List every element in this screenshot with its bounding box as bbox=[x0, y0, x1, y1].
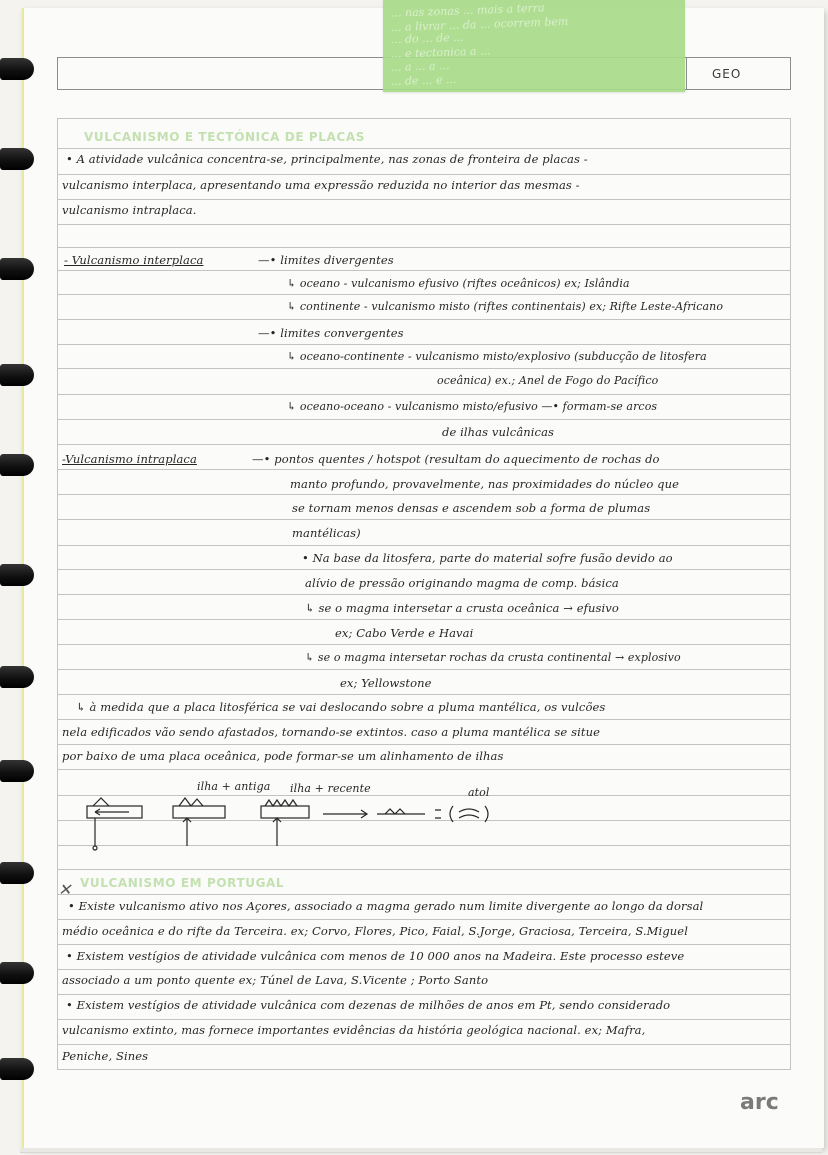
brand-logo: arc bbox=[740, 1090, 779, 1115]
text-line: manto profundo, provavelmente, nas proximidades do núcleo que bbox=[290, 477, 680, 491]
text-line: de ilhas vulcânicas bbox=[442, 425, 555, 439]
text-line: ↳ se o magma intersetar a crusta oceânica → efusivo bbox=[305, 601, 619, 615]
binder-ring bbox=[0, 862, 34, 884]
diagram-label-old: ilha + antiga bbox=[197, 780, 271, 793]
binder-ring bbox=[0, 258, 34, 280]
header-divider bbox=[686, 57, 687, 90]
subject-label: GEO bbox=[712, 67, 742, 81]
text-line: ↳ oceano - vulcanismo efusivo (riftes oceânicos) ex; Islândia bbox=[287, 277, 630, 290]
sticky-note-line: ... a livrar ... da ... ocorrem bem bbox=[390, 14, 569, 35]
text-line: ↳ se o magma intersetar rochas da crusta continental → explosivo bbox=[305, 651, 681, 664]
sticky-note-line: ... do ... de ... bbox=[390, 30, 464, 47]
diagram-label-new: ilha + recente bbox=[290, 782, 371, 795]
interplaca-label: - Vulcanismo interplaca bbox=[64, 253, 204, 267]
cross-mark-icon: ✕ bbox=[58, 880, 72, 899]
sticky-note-line: ... e tectonica a ... bbox=[390, 44, 491, 61]
binder-ring bbox=[0, 564, 34, 586]
sticky-note bbox=[383, 0, 685, 92]
sticky-note-line: ... de ... e ... bbox=[390, 72, 457, 89]
diagram-sketch bbox=[85, 790, 525, 860]
section-title: VULCANISMO EM PORTUGAL bbox=[80, 876, 285, 890]
text-line: vulcanismo extinto, mas fornece importantes evidências da história geológica nacional. ex; Mafra, bbox=[62, 1023, 646, 1037]
binder-ring bbox=[0, 1058, 34, 1080]
text-line: alívio de pressão originando magma de comp. básica bbox=[305, 576, 619, 590]
text-line: se tornam menos densas e ascendem sob a forma de plumas bbox=[292, 501, 651, 515]
text-line: • Na base da litosfera, parte do material sofre fusão devido ao bbox=[302, 551, 673, 565]
page-stack-edge bbox=[20, 1148, 822, 1153]
text-line: vulcanismo interplaca, apresentando uma expressão reduzida no interior das mesmas - bbox=[62, 178, 580, 192]
binder-ring bbox=[0, 454, 34, 476]
text-line: —• limites convergentes bbox=[258, 326, 404, 340]
text-line: ↳ à medida que a placa litosférica se vai deslocando sobre a pluma mantélica, os vulcões bbox=[76, 700, 606, 714]
text-line: • Existe vulcanismo ativo nos Açores, associado a magma gerado num limite divergente ao longo da dorsal bbox=[68, 899, 704, 913]
text-line: —• pontos quentes / hotspot (resultam do aquecimento de rochas do bbox=[252, 452, 660, 466]
text-line: ↳ continente - vulcanismo misto (riftes continentais) ex; Rifte Leste-Africano bbox=[287, 300, 724, 313]
text-line: —• limites divergentes bbox=[258, 253, 394, 267]
text-line: ex; Cabo Verde e Havai bbox=[335, 626, 474, 640]
binder-ring bbox=[0, 58, 34, 80]
section-title: VULCANISMO E TECTÓNICA DE PLACAS bbox=[84, 130, 365, 144]
text-line: oceânica) ex.; Anel de Fogo do Pacífico bbox=[437, 374, 659, 387]
text-line: ↳ oceano-continente - vulcanismo misto/explosivo (subducção de litosfera bbox=[287, 350, 707, 363]
diagram-label-atoll: atol bbox=[468, 786, 490, 799]
text-line: ex; Yellowstone bbox=[340, 676, 432, 690]
binder-ring bbox=[0, 666, 34, 688]
binder-ring bbox=[0, 962, 34, 984]
text-line: • A atividade vulcânica concentra-se, principalmente, nas zonas de fronteira de placas - bbox=[66, 152, 588, 166]
sticky-note-line: ... nas zonas ... mais a terra bbox=[390, 1, 545, 20]
text-line: nela edificados vão sendo afastados, tornando-se extintos. caso a pluma mantélica se situe bbox=[62, 725, 600, 739]
text-line: • Existem vestígios de atividade vulcânica com dezenas de milhões de anos em Pt, sendo considerado bbox=[66, 998, 671, 1012]
text-line: vulcanismo intraplaca. bbox=[62, 203, 197, 217]
text-line: mantélicas) bbox=[292, 526, 361, 540]
binder-ring bbox=[0, 148, 34, 170]
text-line: associado a um ponto quente ex; Túnel de Lava, S.Vicente ; Porto Santo bbox=[62, 973, 489, 987]
text-line: médio oceânica e do rifte da Terceira. ex; Corvo, Flores, Pico, Faial, S.Jorge, Graciosa, Terceira, S.Miguel bbox=[62, 924, 688, 938]
text-line: Peniche, Sines bbox=[62, 1049, 149, 1063]
sticky-note-line: ... a ... a ... bbox=[390, 58, 450, 75]
binder-ring bbox=[0, 760, 34, 782]
text-line: por baixo de uma placa oceânica, pode formar-se um alinhamento de ilhas bbox=[62, 749, 504, 763]
binder-ring bbox=[0, 364, 34, 386]
text-line: ↳ oceano-oceano - vulcanismo misto/efusivo —• formam-se arcos bbox=[287, 400, 658, 413]
intraplaca-label: -Vulcanismo intraplaca bbox=[62, 452, 197, 466]
text-line: • Existem vestígios de atividade vulcânica com menos de 10 000 anos na Madeira. Este processo esteve bbox=[66, 949, 685, 963]
